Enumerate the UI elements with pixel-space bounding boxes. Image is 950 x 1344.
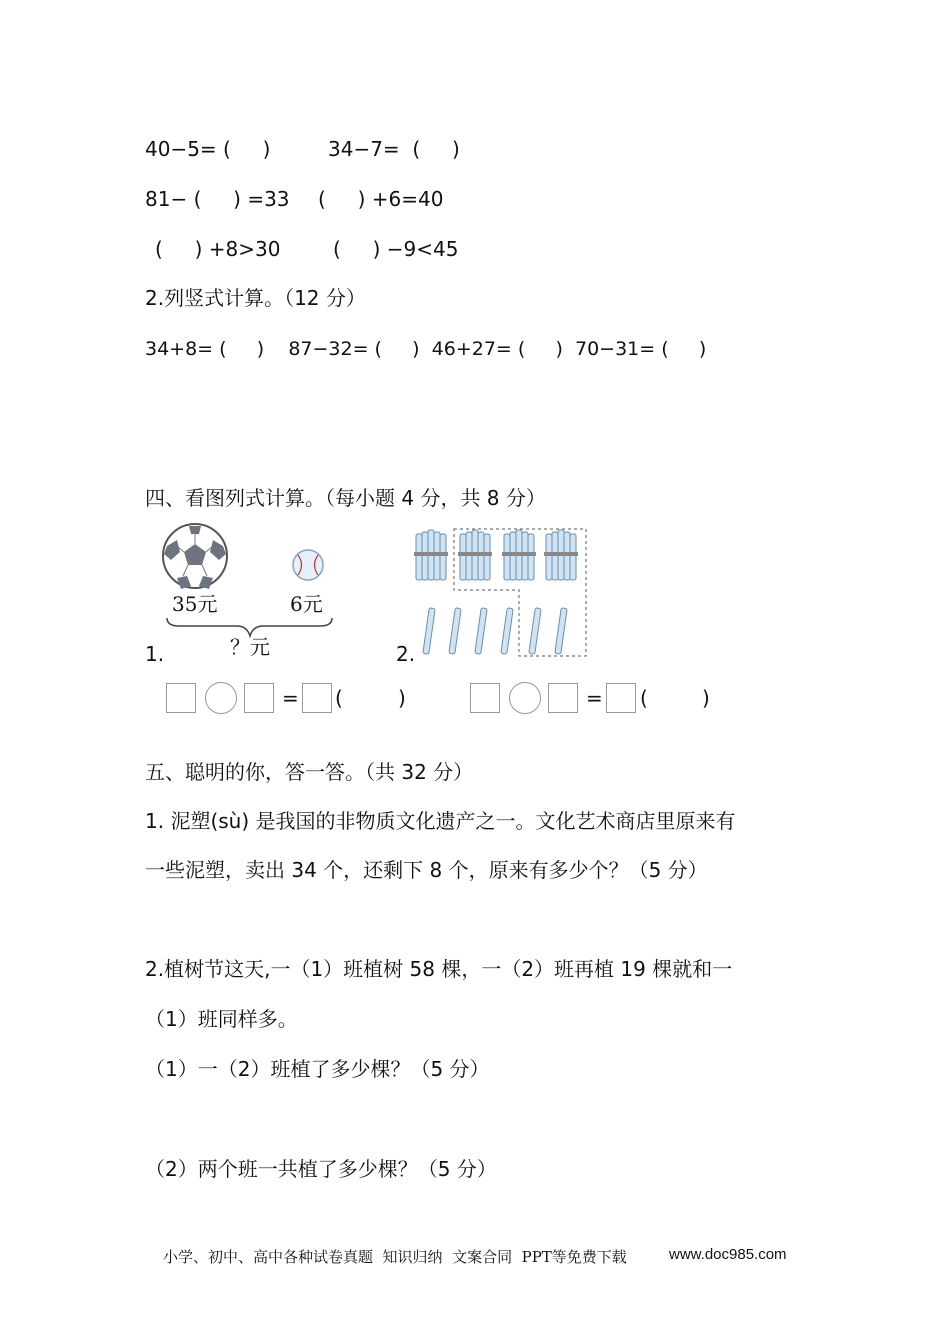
answer-box[interactable] <box>606 683 636 713</box>
equation-row-2-left: 81− ( ) =33 <box>145 187 290 211</box>
figure-1-number: 1. <box>145 642 165 666</box>
total-brace <box>167 618 332 636</box>
baseball-icon <box>293 550 323 580</box>
section-5-title: 五、聪明的你，答一答。（共 32 分） <box>145 760 474 784</box>
stick-bundles-icon <box>414 530 578 580</box>
operator-circle[interactable] <box>205 682 237 714</box>
question-5-2-line-1: 2.植树节这天,一（1）班植树 58 棵，一（2）班再植 19 棵就和一 <box>145 957 733 981</box>
answer-box[interactable] <box>166 683 196 713</box>
soccer-ball-icon <box>163 524 227 589</box>
answer-box[interactable] <box>548 683 578 713</box>
question-2-equations: 34+8= ( ) 87−32= ( ) 46+27= ( ) 70−31= ( ) <box>145 338 707 360</box>
baseball-price-label: 6元 <box>290 592 323 616</box>
footer-url[interactable]: www.doc985.com <box>669 1246 787 1263</box>
answer-box[interactable] <box>470 683 500 713</box>
footer-text: 小学、初中、高中各种试卷真题 知识归纳 文案合同 PPT等免费下载 <box>163 1248 627 1266</box>
total-price-label: ？元 <box>230 635 270 659</box>
unit-close-paren: ) <box>398 686 406 710</box>
unit-open-paren: ( <box>640 686 648 710</box>
question-5-1-line-1: 1. 泥塑(sù) 是我国的非物质文化遗产之一。文化艺术商店里原来有 <box>145 809 736 833</box>
section-4-title: 四、看图列式计算。（每小题 4 分，共 8 分） <box>145 486 546 510</box>
question-5-2-sub-2: （2）两个班一共植了多少棵？（5 分） <box>145 1157 497 1181</box>
figure-2-number: 2. <box>396 642 416 666</box>
unit-close-paren: ) <box>702 686 710 710</box>
operator-circle[interactable] <box>509 682 541 714</box>
question-5-1-line-2: 一些泥塑，卖出 34 个，还剩下 8 个，原来有多少个？（5 分） <box>145 858 708 882</box>
question-2-title: 2.列竖式计算。（12 分） <box>145 286 366 310</box>
question-5-2-line-2: （1）班同样多。 <box>145 1007 298 1031</box>
question-5-2-sub-1: （1）一（2）班植了多少棵？（5 分） <box>145 1057 490 1081</box>
equals-sign: = <box>282 686 299 710</box>
equation-row-2-right: ( ) +6=40 <box>318 187 444 211</box>
answer-box[interactable] <box>302 683 332 713</box>
answer-box[interactable] <box>244 683 274 713</box>
equation-row-1-right: 34−7= ( ) <box>328 137 460 161</box>
figure-2-sticks <box>408 526 593 661</box>
unit-open-paren: ( <box>335 686 343 710</box>
single-sticks-icon <box>423 608 567 654</box>
equation-row-1-left: 40−5= ( ) <box>145 137 271 161</box>
soccer-price-label: 35元 <box>172 592 218 616</box>
equation-row-3-left: ( ) +8>30 <box>155 237 281 261</box>
equals-sign: = <box>586 686 603 710</box>
equation-row-3-right: ( ) −9<45 <box>333 237 459 261</box>
